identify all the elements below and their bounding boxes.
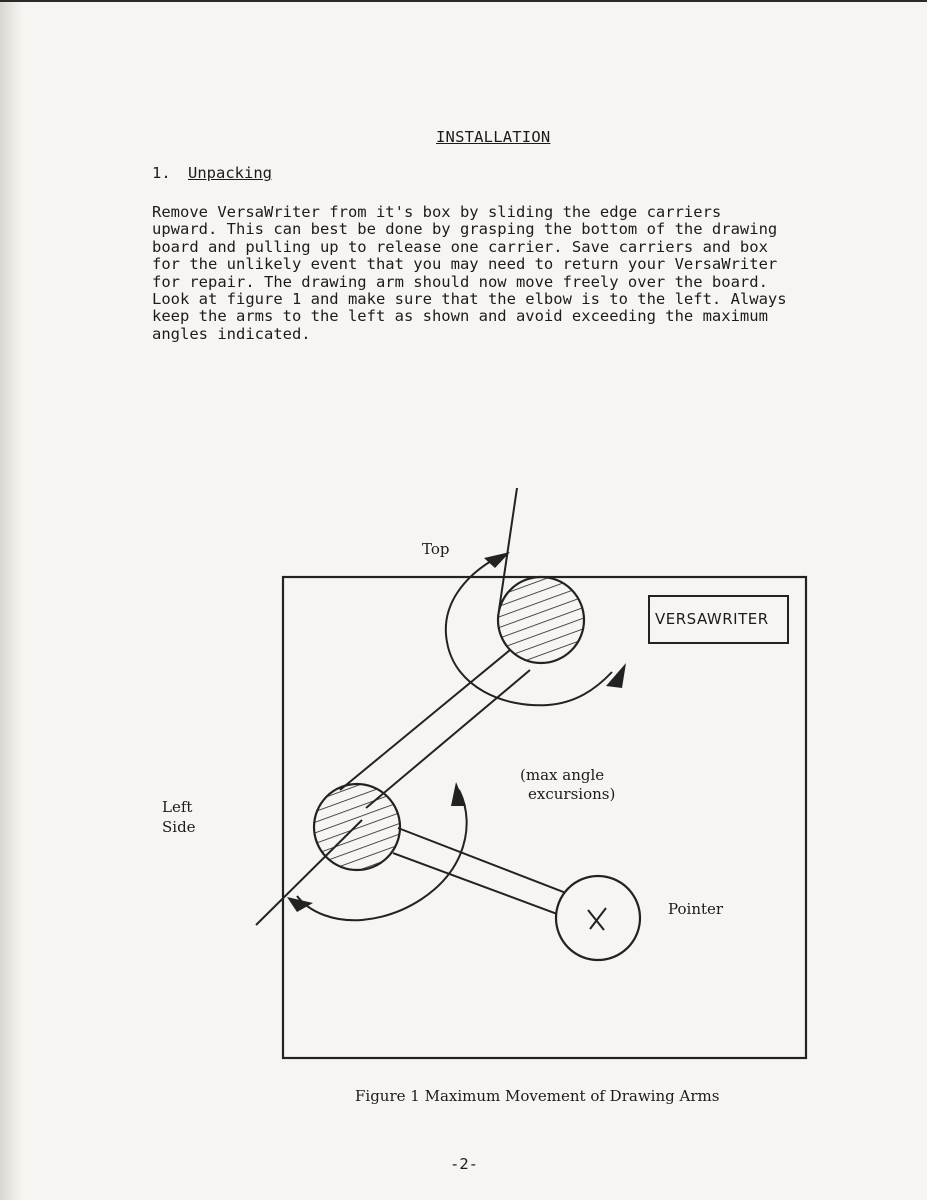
left-limit-line (256, 820, 362, 925)
label-max-angle-1: (max angle (520, 766, 605, 784)
section-title: Unpacking (188, 164, 272, 182)
versawriter-logo: VERSAWRITER (655, 610, 769, 628)
drawing-board-frame (283, 577, 806, 1058)
label-top: Top (422, 540, 450, 558)
elbow-arc-arrow-end (451, 782, 466, 806)
label-left-side-1: Left (162, 798, 193, 816)
page-top-border (0, 0, 927, 2)
top-pivot-circle (498, 577, 584, 663)
page-edge-shadow (0, 0, 22, 1200)
top-limit-line (499, 488, 517, 610)
label-left-side-2: Side (162, 818, 196, 836)
body-paragraph: Remove VersaWriter from it's box by sliding the edge carriers upward. This can best be done by grasping the bottom of the drawing board and pulling up to release one carrier. Save carriers and box for the unlikely event that you may need to return your VersaWriter for repair. The drawing arm should now move freely over the board. Look at figure 1 and make sure that the elbow is to the left. Always keep the arms to the left as shown and avoid exceeding the maximum angles indicated. (152, 203, 787, 343)
elbow-circle (314, 784, 400, 870)
page-heading: INSTALLATION (436, 128, 551, 146)
top-arc-arrow-start (484, 552, 510, 568)
lower-arm (393, 828, 566, 915)
elbow-arc-arrow-start (287, 897, 313, 912)
section-heading (152, 164, 272, 182)
upper-arm (340, 650, 530, 808)
section-number: 1. (152, 164, 171, 182)
label-pointer: Pointer (668, 900, 724, 918)
top-arc-arrow-end (606, 663, 626, 688)
figure-caption: Figure 1 Maximum Movement of Drawing Arms (355, 1087, 720, 1105)
pointer-crosshair-icon (588, 908, 606, 930)
page-number: -2- (450, 1155, 478, 1173)
label-max-angle-2: excursions) (528, 785, 616, 803)
pointer-circle (556, 876, 640, 960)
top-excursion-arc (446, 557, 612, 705)
elbow-excursion-arc (297, 790, 467, 920)
